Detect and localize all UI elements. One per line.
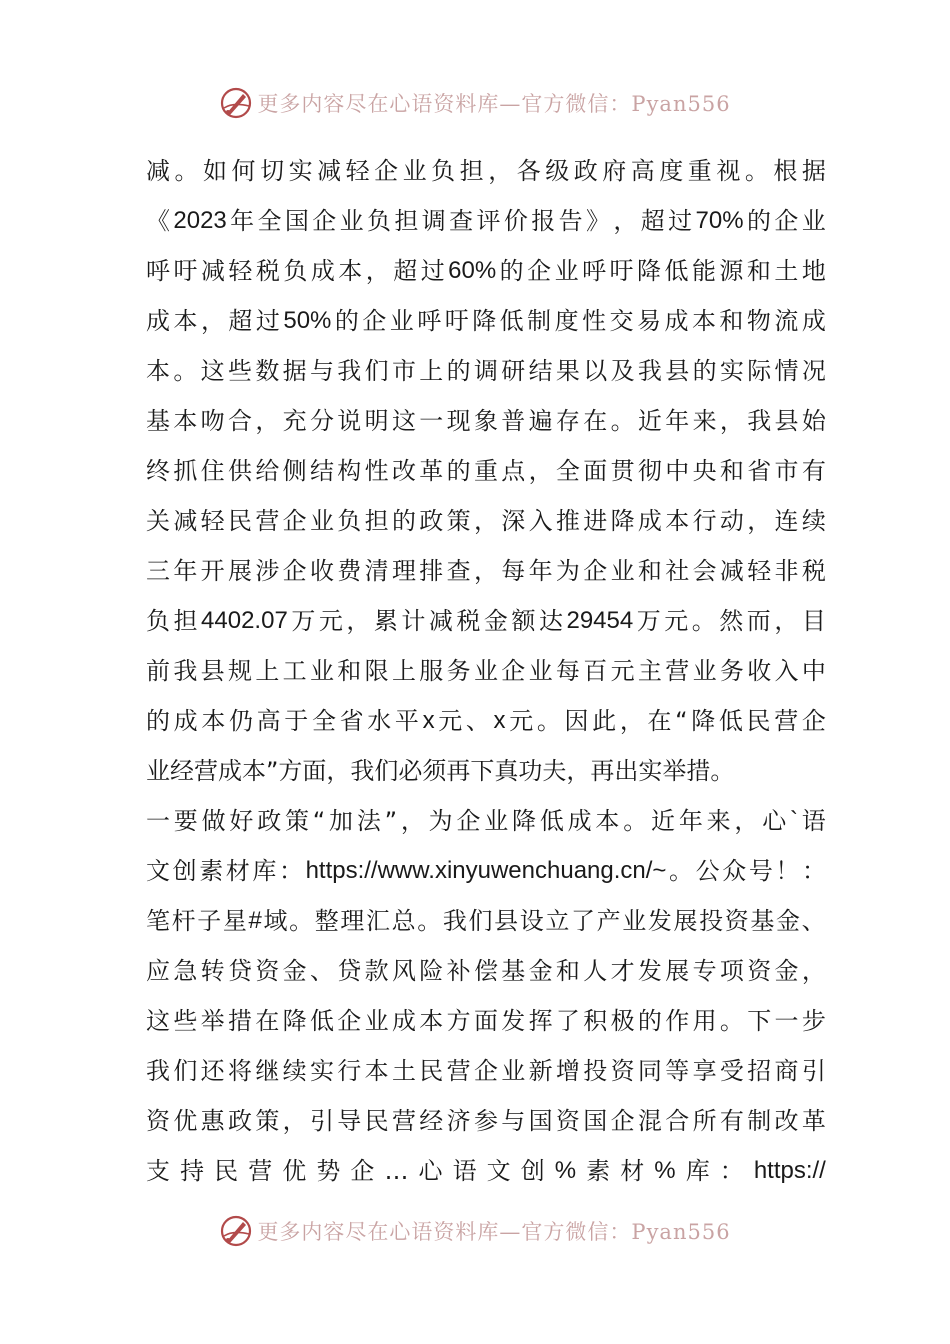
paragraph-line: 成 本 ， 超 过 50% 的 企 业 呼 吁 降 低 制 度 性 交 易 成 本 和 物 流 成 xyxy=(146,307,826,335)
paragraph-line: 业经营成本”方面，我们必须再下真功夫，再出实举措。 xyxy=(146,757,735,785)
document-body xyxy=(146,146,826,1196)
paragraph-line: 文 创 素 材 库 ： https://www.xinyuwenchuang.cn/~ 。 公 众 号 ！ ： xyxy=(146,857,826,885)
paragraph-line: 减 。 如 何 切 实 减 轻 企 业 负 担 ， 各 级 政 府 高 度 重 视 。 根 据 xyxy=(146,157,826,185)
paragraph-line: 前 我 县 规 上 工 业 和 限 上 服 务 业 企 业 每 百 元 主 营 业 务 收 入 中 xyxy=(146,657,826,685)
paragraph-line: 《 2023 年 全 国 企 业 负 担 调 查 评 价 报 告 》 ， 超 过 70% 的 企 业 xyxy=(146,207,826,235)
paragraph-line: 的 成 本 仍 高 于 全 省 水 平 x 元 、 x 元 。 因 此 ， 在 “ 降 低 民 营 企 xyxy=(146,707,826,735)
header-watermark xyxy=(0,81,950,125)
paragraph-line: 本 。 这 些 数 据 与 我 们 市 上 的 调 研 结 果 以 及 我 县 的 实 际 情 况 xyxy=(146,357,826,385)
paragraph-line: 我 们 还 将 继 续 实 行 本 土 民 营 企 业 新 增 投 资 同 等 享 受 招 商 引 xyxy=(146,1057,826,1085)
paragraph-line: 一 要 做 好 政 策 “ 加 法 ” ， 为 企 业 降 低 成 本 。 近 年 来 ， 心 ` 语 xyxy=(146,807,826,835)
paragraph-line: 终 抓 住 供 给 侧 结 构 性 改 革 的 重 点 ， 全 面 贯 彻 中 央 和 省 市 有 xyxy=(146,457,826,485)
paragraph-line: 笔 杆 子 星 # 域 。 整 理 汇 总 。 我 们 县 设 立 了 产 业 发 展 投 资 基 金 、 xyxy=(146,907,826,935)
paragraph-line: 支 持 民 营 优 势 企 … 心 语 文 创 % 素 材 % 库 ： https:// xyxy=(146,1157,826,1185)
paragraph-line: 资 优 惠 政 策 ， 引 导 民 营 经 济 参 与 国 资 国 企 混 合 所 有 制 改 革 xyxy=(146,1107,826,1135)
paragraph-line: 关 减 轻 民 营 企 业 负 担 的 政 策 ， 深 入 推 进 降 成 本 行 动 ， 连 续 xyxy=(146,507,826,535)
header-watermark-text: 更多内容尽在心语资料库—官方微信：Pyan556 xyxy=(257,92,731,116)
paragraph-line: 负 担 4402.07 万 元 ， 累 计 减 税 金 额 达 29454 万 元 。 然 而 ， 目 xyxy=(146,607,826,635)
footer-watermark-text: 更多内容尽在心语资料库—官方微信：Pyan556 xyxy=(257,1220,731,1244)
quill-logo-icon xyxy=(219,86,253,120)
paragraph-line: 应 急 转 贷 资 金 、 贷 款 风 险 补 偿 基 金 和 人 才 发 展 专 项 资 金 ， xyxy=(146,957,826,985)
paragraph-line: 基 本 吻 合 ， 充 分 说 明 这 一 现 象 普 遍 存 在 。 近 年 来 ， 我 县 始 xyxy=(146,407,826,435)
paragraph-line: 这 些 举 措 在 降 低 企 业 成 本 方 面 发 挥 了 积 极 的 作 用 。 下 一 步 xyxy=(146,1007,826,1035)
paragraph-line: 呼 吁 减 轻 税 负 成 本 ， 超 过 60% 的 企 业 呼 吁 降 低 能 源 和 土 地 xyxy=(146,257,826,285)
paragraph-line: 三 年 开 展 涉 企 收 费 清 理 排 查 ， 每 年 为 企 业 和 社 会 减 轻 非 税 xyxy=(146,557,826,585)
footer-watermark xyxy=(0,1209,950,1253)
quill-logo-icon xyxy=(219,1214,253,1248)
